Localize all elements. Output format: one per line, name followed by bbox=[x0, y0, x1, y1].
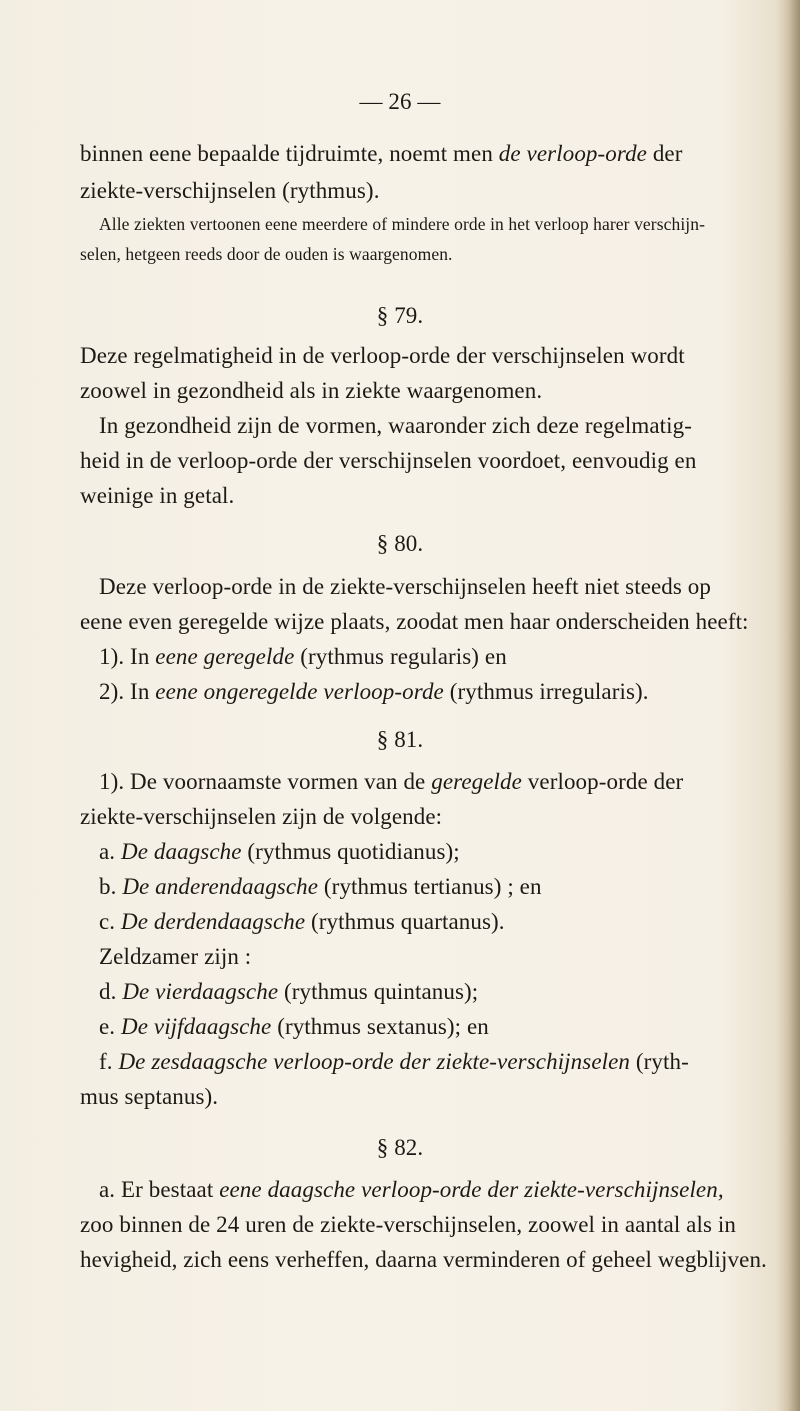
s79-line-5: weinige in getal. bbox=[80, 483, 235, 508]
list-item-d bbox=[99, 978, 478, 1006]
emphasis: De daagsche bbox=[121, 839, 242, 864]
s80-line-2: eene even geregelde wijze plaats, zoodat men haar onderscheiden heeft: bbox=[80, 609, 749, 634]
text: (rythmus quotidianus); bbox=[241, 839, 460, 864]
s80-line-1: Deze verloop-orde in de ziekte-verschijnselen heeft niet steeds op bbox=[99, 574, 712, 599]
emphasis: De derdendaagsche bbox=[121, 909, 306, 934]
s81-line-1 bbox=[99, 768, 683, 796]
emphasis: De zesdaagsche verloop-orde der ziekte-verschijnselen bbox=[118, 1049, 631, 1074]
text: 2). In bbox=[99, 679, 156, 704]
s79-line-2: zoowel in gezondheid als in ziekte waargenomen. bbox=[80, 378, 543, 403]
list-item-a bbox=[99, 838, 460, 866]
emphasis: eene daagsche verloop-orde der ziekte-verschijnselen, bbox=[219, 1177, 724, 1202]
note-line-1: Alle ziekten vertoonen eene meerdere of mindere orde in het verloop harer verschijn- bbox=[99, 214, 706, 234]
text: (rythmus quartanus). bbox=[305, 909, 505, 934]
text: e. bbox=[99, 1014, 122, 1039]
s79-line-3: In gezondheid zijn de vormen, waaronder zich deze regelmatig- bbox=[99, 413, 692, 438]
section-heading-80: § 80. bbox=[376, 531, 424, 556]
emphasis: eene ongeregelde verloop-orde bbox=[155, 679, 444, 704]
list-item-f bbox=[99, 1048, 689, 1076]
s82-line-3: hevigheid, zich eens verheffen, daarna verminderen of geheel wegblijven. bbox=[80, 1247, 767, 1272]
text: binnen eene bepaalde tijdruimte, noemt men bbox=[80, 141, 499, 166]
text: verloop-orde der bbox=[521, 769, 684, 794]
s79-line-1: Deze regelmatigheid in de verloop-orde der verschijnselen wordt bbox=[80, 343, 685, 368]
page-number: — 26 — bbox=[359, 89, 441, 114]
text: (rythmus regularis) en bbox=[294, 644, 507, 669]
text: d. bbox=[99, 979, 123, 1004]
s80-item-1 bbox=[99, 643, 507, 671]
intro-line-2: ziekte-verschijnselen (rythmus). bbox=[80, 178, 380, 203]
emphasis: De vierdaagsche bbox=[122, 979, 279, 1004]
note-line-2: selen, hetgeen reeds door de ouden is waargenomen. bbox=[80, 244, 453, 264]
text: (ryth- bbox=[630, 1049, 689, 1074]
s82-line-2: zoo binnen de 24 uren de ziekte-verschijnselen, zoowel in aantal als in bbox=[80, 1212, 736, 1237]
text: f. bbox=[99, 1049, 119, 1074]
emphasis: De anderendaagsche bbox=[122, 874, 319, 899]
text: 1). In bbox=[99, 644, 156, 669]
s79-line-4: heid in de verloop-orde der verschijnselen voordoet, eenvoudig en bbox=[80, 448, 697, 473]
text: der bbox=[646, 141, 683, 166]
section-heading-79: § 79. bbox=[376, 303, 424, 328]
rarer-label: Zeldzamer zijn : bbox=[99, 944, 252, 969]
emphasis: geregelde bbox=[431, 769, 522, 794]
text: (rythmus tertianus) ; en bbox=[318, 874, 542, 899]
list-item-c bbox=[99, 908, 505, 936]
text: (rythmus sextanus); en bbox=[271, 1014, 489, 1039]
intro-line-1 bbox=[80, 140, 683, 168]
s81-line-2: ziekte-verschijnselen zijn de volgende: bbox=[80, 804, 443, 829]
text: a. bbox=[99, 839, 122, 864]
text: (rythmus quintanus); bbox=[278, 979, 479, 1004]
section-heading-82: § 82. bbox=[376, 1135, 424, 1160]
text: c. bbox=[99, 909, 122, 934]
list-item-b bbox=[99, 873, 542, 901]
emphasis: De vijfdaagsche bbox=[121, 1014, 272, 1039]
text: (rythmus irregularis). bbox=[443, 679, 649, 704]
emphasis: eene geregelde bbox=[155, 644, 295, 669]
text: b. bbox=[99, 874, 123, 899]
list-item-f-cont: mus septanus). bbox=[80, 1084, 219, 1109]
emphasis: de verloop-orde bbox=[498, 141, 647, 166]
text: 1). De voornaamste vormen van de bbox=[99, 769, 432, 794]
text: a. Er bestaat bbox=[99, 1177, 220, 1202]
s82-line-1 bbox=[99, 1176, 724, 1204]
section-heading-81: § 81. bbox=[376, 727, 424, 752]
s80-item-2 bbox=[99, 678, 649, 706]
list-item-e bbox=[99, 1013, 489, 1041]
page-edge bbox=[786, 0, 800, 1411]
